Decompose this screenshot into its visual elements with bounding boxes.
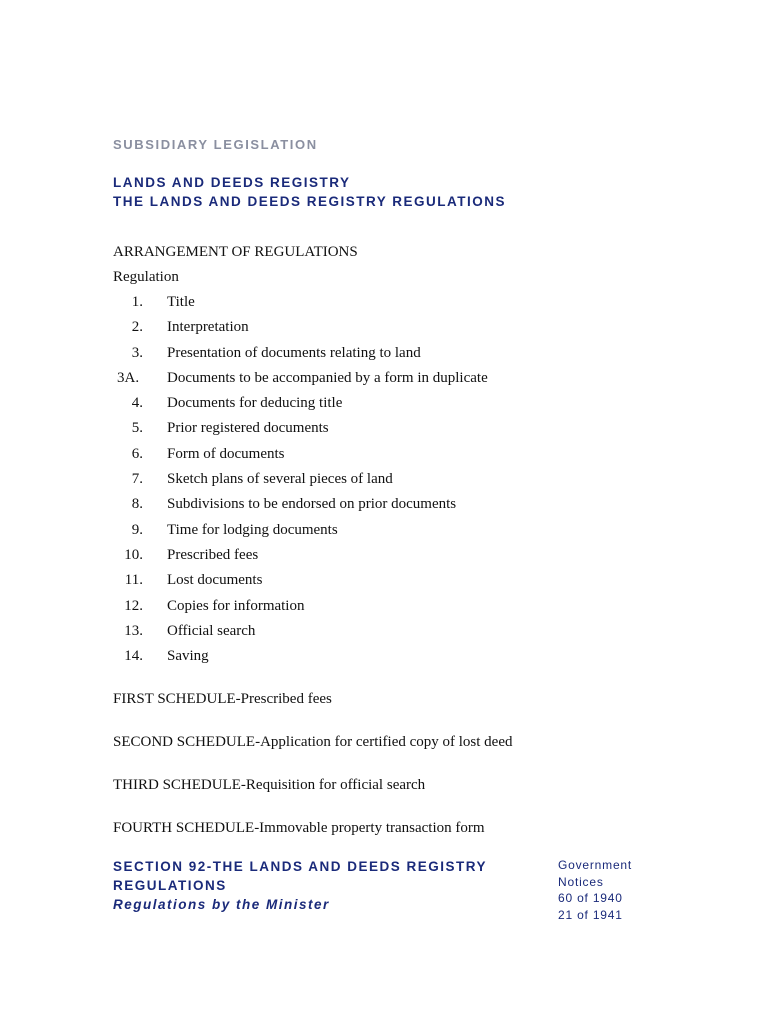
regulation-title: Title xyxy=(167,294,195,310)
section-heading xyxy=(113,857,533,914)
regulation-title: Prior registered documents xyxy=(167,420,329,437)
regulation-row xyxy=(113,294,633,319)
regulation-title: Copies for information xyxy=(167,597,305,614)
regulation-title: Presentation of documents relating to land xyxy=(167,344,421,361)
regulation-number: 14. xyxy=(124,648,143,665)
regulation-number: 5. xyxy=(131,420,143,437)
document-title-line-1: LANDS AND DEEDS REGISTRY xyxy=(113,175,351,190)
regulation-number: 10. xyxy=(124,546,143,563)
regulation-row xyxy=(113,598,633,623)
regulation-number: 11. xyxy=(124,572,143,589)
regulation-row xyxy=(113,370,633,395)
regulation-number: 1. xyxy=(131,294,143,310)
regulation-list xyxy=(113,294,633,673)
regulation-row xyxy=(113,623,633,648)
regulation-number: 7. xyxy=(131,471,143,488)
regulation-title: Form of documents xyxy=(167,445,285,462)
regulation-number: 13. xyxy=(124,622,143,639)
regulation-row xyxy=(113,446,633,471)
regulation-row xyxy=(113,471,633,496)
regulation-row xyxy=(113,345,633,370)
regulation-title: Documents to be accompanied by a form in duplicate xyxy=(167,369,488,386)
category-heading: SUBSIDIARY LEGISLATION xyxy=(113,137,318,152)
document-title-line-2: THE LANDS AND DEEDS REGISTRY REGULATIONS xyxy=(113,194,507,209)
government-notices-line-2: Notices xyxy=(558,874,604,889)
section-title-line-1: SECTION 92-THE LANDS AND DEEDS REGISTRY xyxy=(113,859,488,874)
regulation-row xyxy=(113,395,633,420)
arrangement-heading: ARRANGEMENT OF REGULATIONS xyxy=(113,244,358,260)
regulation-column-label: Regulation xyxy=(113,269,179,285)
regulation-number: 12. xyxy=(124,597,143,614)
regulation-row xyxy=(113,547,633,572)
fourth-schedule: FOURTH SCHEDULE-Immovable property transaction form xyxy=(113,820,485,836)
regulation-row xyxy=(113,319,633,344)
regulation-title: Saving xyxy=(167,648,209,665)
third-schedule: THIRD SCHEDULE-Requisition for official search xyxy=(113,777,426,793)
government-notices xyxy=(558,857,632,923)
first-schedule: FIRST SCHEDULE-Prescribed fees xyxy=(113,691,332,707)
regulation-title: Lost documents xyxy=(167,572,263,589)
regulation-number: 8. xyxy=(131,496,143,513)
regulation-number: 6. xyxy=(131,445,143,462)
regulation-row xyxy=(113,420,633,445)
section-title-line-2: REGULATIONS xyxy=(113,878,227,893)
regulation-number: 3A. xyxy=(117,369,140,386)
regulation-row xyxy=(113,496,633,521)
government-notices-line-4: 21 of 1941 xyxy=(558,907,623,922)
government-notices-line-1: Government xyxy=(558,858,633,872)
regulation-title: Sketch plans of several pieces of land xyxy=(167,471,393,488)
regulation-title: Interpretation xyxy=(167,319,249,336)
regulation-title: Time for lodging documents xyxy=(167,521,338,538)
government-notices-line-3: 60 of 1940 xyxy=(558,891,623,905)
regulation-row xyxy=(113,572,633,597)
regulation-title: Subdivisions to be endorsed on prior documents xyxy=(167,496,457,513)
regulation-number: 3. xyxy=(131,344,143,361)
regulation-number: 2. xyxy=(131,319,143,336)
document-title xyxy=(113,173,506,211)
regulation-number: 4. xyxy=(131,395,143,412)
regulation-number: 9. xyxy=(131,521,143,538)
regulation-title: Documents for deducing title xyxy=(167,395,343,412)
second-schedule: SECOND SCHEDULE-Application for certified copy of lost deed xyxy=(113,734,513,750)
regulation-title: Prescribed fees xyxy=(167,546,259,563)
regulation-title: Official search xyxy=(167,622,256,639)
section-subtitle: Regulations by the Minister xyxy=(113,897,330,912)
regulation-row xyxy=(113,522,633,547)
regulation-row xyxy=(113,648,633,673)
